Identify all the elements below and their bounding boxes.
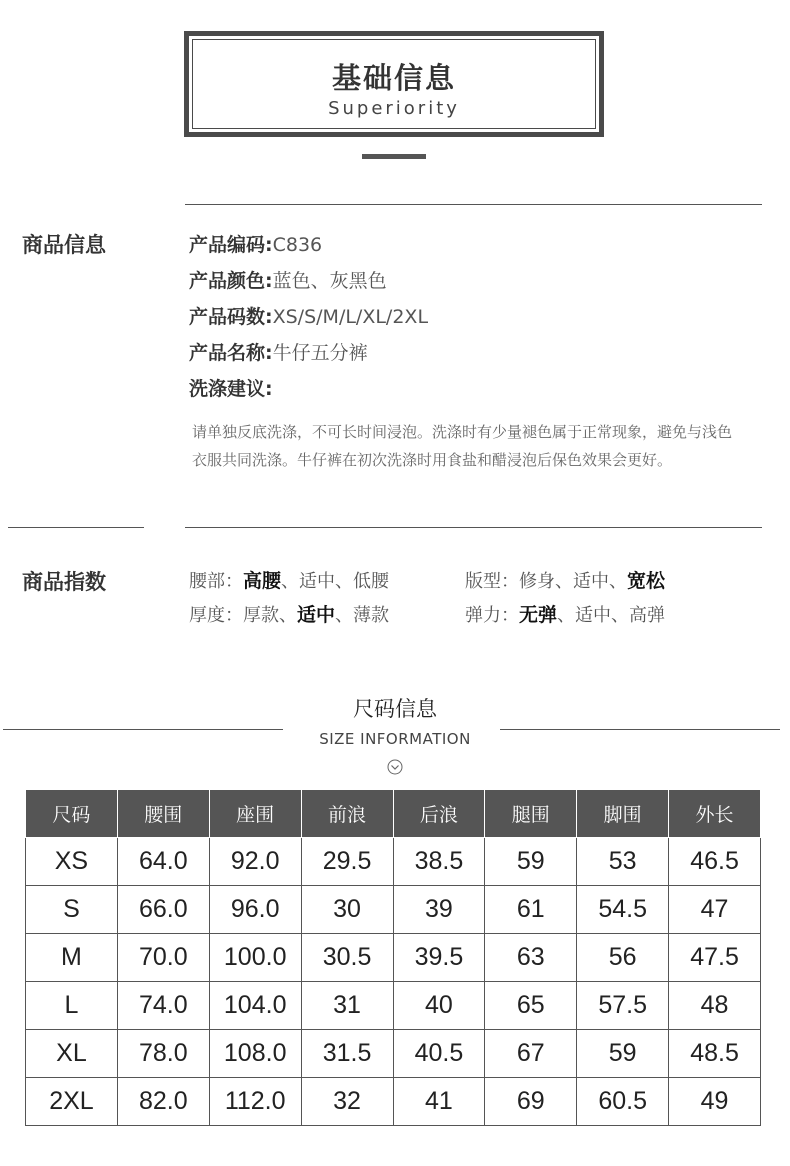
wash-advice-row bbox=[189, 374, 273, 401]
table-cell: 53 bbox=[577, 838, 669, 886]
table-cell: 78.0 bbox=[117, 1030, 209, 1078]
index-elasticity bbox=[465, 600, 665, 627]
section-header-box bbox=[184, 31, 604, 137]
index-thickness-option: 适中 bbox=[297, 604, 336, 626]
title-underline bbox=[362, 154, 426, 159]
index-waist-label: 腰部： bbox=[189, 571, 243, 592]
table-cell: 67 bbox=[485, 1030, 577, 1078]
separator: 、 bbox=[555, 571, 573, 592]
table-cell: 92.0 bbox=[209, 838, 301, 886]
table-cell: 59 bbox=[577, 1030, 669, 1078]
separator: 、 bbox=[609, 571, 627, 592]
table-cell: 54.5 bbox=[577, 886, 669, 934]
column-header: 后浪 bbox=[393, 790, 485, 838]
index-elasticity-option: 高弹 bbox=[629, 605, 666, 626]
product-name-value: 牛仔五分裤 bbox=[272, 342, 368, 364]
table-cell: 46.5 bbox=[669, 838, 761, 886]
column-header: 尺码 bbox=[26, 790, 118, 838]
divider bbox=[185, 527, 762, 528]
column-header: 脚围 bbox=[577, 790, 669, 838]
wash-advice-text: 请单独反底洗涤，不可长时间浸泡。洗涤时有少量褪色属于正常现象，避免与浅色衣服共同洗涤。牛仔裤在初次洗涤时用食盐和醋浸泡后保色效果会更好。 bbox=[192, 423, 733, 469]
size-info-subtitle: SIZE INFORMATION bbox=[319, 730, 471, 748]
size-table-header-row bbox=[26, 790, 761, 838]
table-cell: 40 bbox=[393, 982, 485, 1030]
table-cell: 31 bbox=[301, 982, 393, 1030]
separator: 、 bbox=[611, 605, 630, 626]
table-cell: M bbox=[26, 934, 118, 982]
chevron-circle-down-icon bbox=[387, 759, 403, 775]
index-fit-option: 修身 bbox=[519, 571, 555, 592]
table-cell: XL bbox=[26, 1030, 118, 1078]
table-cell: 38.5 bbox=[393, 838, 485, 886]
separator: 、 bbox=[557, 605, 576, 626]
column-header: 前浪 bbox=[301, 790, 393, 838]
table-row bbox=[26, 934, 761, 982]
index-thickness bbox=[189, 600, 389, 627]
product-index-title: 商品指数 bbox=[22, 570, 106, 594]
product-code-label: 产品编码: bbox=[189, 234, 273, 256]
product-size-row bbox=[189, 302, 428, 329]
page-title: 基础信息 bbox=[331, 61, 456, 95]
table-row bbox=[26, 1078, 761, 1126]
table-cell: XS bbox=[26, 838, 118, 886]
separator: 、 bbox=[335, 571, 354, 592]
index-waist-option: 低腰 bbox=[353, 571, 390, 592]
table-cell: 47 bbox=[669, 886, 761, 934]
product-code-row bbox=[189, 230, 322, 257]
product-name-row bbox=[189, 338, 368, 365]
index-thickness-label: 厚度： bbox=[189, 605, 243, 626]
index-fit-option: 宽松 bbox=[627, 570, 666, 592]
column-header: 座围 bbox=[209, 790, 301, 838]
column-header: 外长 bbox=[669, 790, 761, 838]
table-cell: 96.0 bbox=[209, 886, 301, 934]
product-color-label: 产品颜色: bbox=[189, 270, 273, 292]
divider bbox=[8, 527, 144, 528]
table-cell: S bbox=[26, 886, 118, 934]
table-cell: 40.5 bbox=[393, 1030, 485, 1078]
index-fit-label: 版型： bbox=[465, 571, 519, 592]
table-cell: 2XL bbox=[26, 1078, 118, 1126]
table-cell: 57.5 bbox=[577, 982, 669, 1030]
size-table bbox=[25, 789, 761, 1126]
table-cell: 65 bbox=[485, 982, 577, 1030]
size-info-title: 尺码信息 bbox=[353, 697, 437, 721]
product-name-label: 产品名称: bbox=[189, 342, 273, 364]
divider bbox=[185, 204, 762, 205]
product-size-value: XS/S/M/L/XL/2XL bbox=[272, 306, 429, 328]
table-cell: 100.0 bbox=[209, 934, 301, 982]
wash-advice-label: 洗涤建议: bbox=[189, 378, 273, 400]
index-fit bbox=[465, 566, 665, 593]
table-cell: 70.0 bbox=[117, 934, 209, 982]
product-size-label: 产品码数: bbox=[189, 306, 273, 328]
index-thickness-option: 厚款 bbox=[243, 605, 279, 626]
table-cell: 60.5 bbox=[577, 1078, 669, 1126]
table-cell: 64.0 bbox=[117, 838, 209, 886]
product-color-row bbox=[189, 266, 387, 293]
table-cell: L bbox=[26, 982, 118, 1030]
index-waist bbox=[189, 566, 389, 593]
product-info-title: 商品信息 bbox=[22, 233, 106, 257]
table-cell: 108.0 bbox=[209, 1030, 301, 1078]
separator: 、 bbox=[281, 571, 300, 592]
table-cell: 49 bbox=[669, 1078, 761, 1126]
table-row bbox=[26, 838, 761, 886]
table-cell: 59 bbox=[485, 838, 577, 886]
table-cell: 56 bbox=[577, 934, 669, 982]
table-cell: 66.0 bbox=[117, 886, 209, 934]
table-cell: 41 bbox=[393, 1078, 485, 1126]
table-cell: 69 bbox=[485, 1078, 577, 1126]
table-cell: 31.5 bbox=[301, 1030, 393, 1078]
table-cell: 48 bbox=[669, 982, 761, 1030]
table-cell: 104.0 bbox=[209, 982, 301, 1030]
table-cell: 39.5 bbox=[393, 934, 485, 982]
product-color-value: 蓝色、灰黑色 bbox=[272, 270, 387, 292]
table-cell: 32 bbox=[301, 1078, 393, 1126]
index-elasticity-option: 适中 bbox=[575, 605, 612, 626]
index-waist-option: 高腰 bbox=[243, 570, 282, 592]
table-cell: 48.5 bbox=[669, 1030, 761, 1078]
separator: 、 bbox=[335, 605, 354, 626]
table-row bbox=[26, 1030, 761, 1078]
table-cell: 29.5 bbox=[301, 838, 393, 886]
table-cell: 74.0 bbox=[117, 982, 209, 1030]
index-elasticity-label: 弹力： bbox=[465, 605, 519, 626]
table-cell: 63 bbox=[485, 934, 577, 982]
table-cell: 30 bbox=[301, 886, 393, 934]
table-cell: 112.0 bbox=[209, 1078, 301, 1126]
table-cell: 61 bbox=[485, 886, 577, 934]
table-cell: 47.5 bbox=[669, 934, 761, 982]
column-header: 腿围 bbox=[485, 790, 577, 838]
index-fit-option: 适中 bbox=[573, 571, 609, 592]
index-thickness-option: 薄款 bbox=[353, 605, 390, 626]
table-row bbox=[26, 886, 761, 934]
table-cell: 82.0 bbox=[117, 1078, 209, 1126]
table-row bbox=[26, 982, 761, 1030]
table-cell: 30.5 bbox=[301, 934, 393, 982]
column-header: 腰围 bbox=[117, 790, 209, 838]
index-waist-option: 适中 bbox=[299, 571, 336, 592]
separator: 、 bbox=[279, 605, 297, 626]
table-cell: 39 bbox=[393, 886, 485, 934]
product-code-value: C836 bbox=[272, 234, 323, 256]
page-subtitle: Superiority bbox=[328, 98, 460, 119]
index-elasticity-option: 无弹 bbox=[519, 604, 558, 626]
